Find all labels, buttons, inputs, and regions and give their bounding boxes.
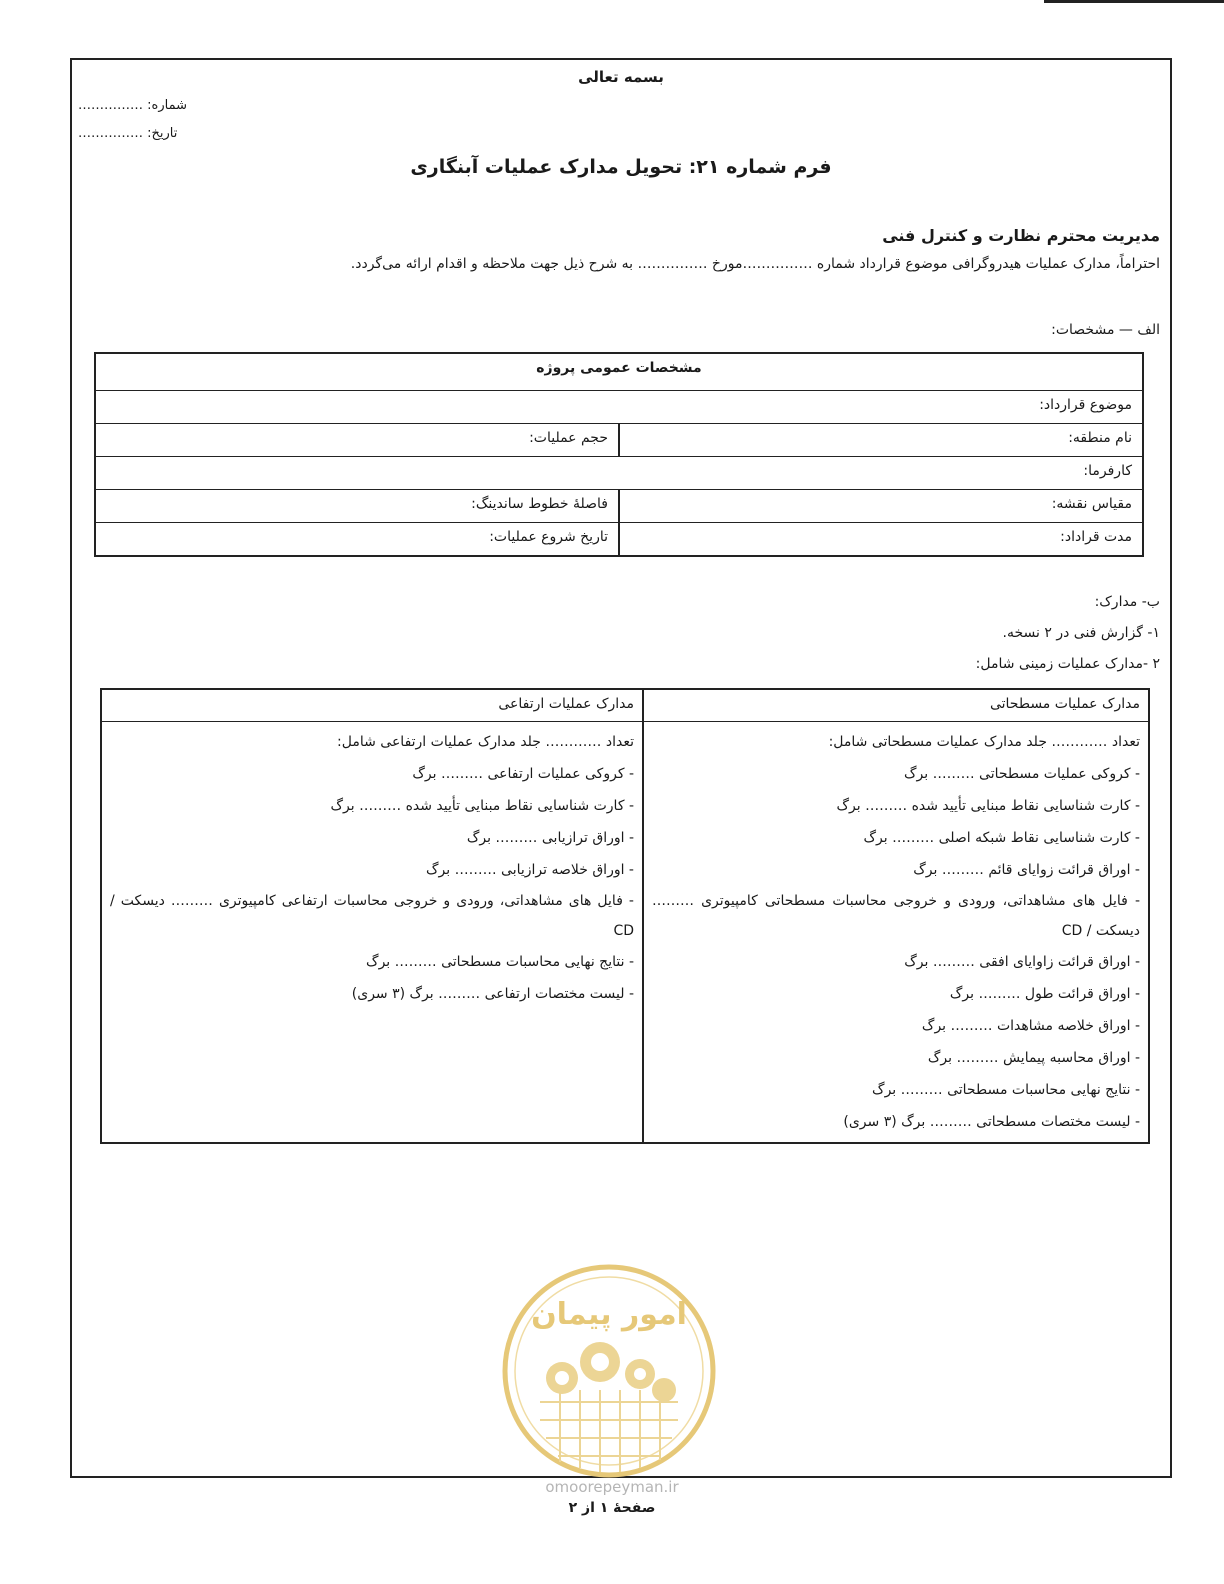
list-item: - کروکی عملیات مسطحاتی ……… برگ [903, 766, 1140, 782]
list-item: تعداد ………… جلد مدارک عملیات ارتفاعی شامل: [337, 734, 634, 750]
form-title: فرم شماره ۲۱: تحویل مدارک عملیات آبنگاری [410, 156, 832, 178]
list-item: - فایل های مشاهداتی، ورودی و خروجی محاسبات ارتفاعی کامپیوتری ……… دیسکت / CD [110, 893, 634, 939]
horizontal-docs-list [642, 722, 1148, 1142]
project-specs-table [94, 352, 1144, 557]
vertical-docs-list [102, 722, 642, 1142]
basmala: بسمه تعالی [578, 68, 664, 86]
list-item: - لیست مختصات ارتفاعی ……… برگ (۳ سری) [351, 986, 634, 1002]
list-item: - اوراق ترازیابی ……… برگ [466, 830, 634, 846]
watermark-grid [540, 1390, 678, 1472]
number-field[interactable]: …………… [78, 98, 143, 113]
documents-body-row [102, 722, 1148, 1142]
list-item: - نتایج نهایی محاسبات مسطحاتی ……… برگ [366, 954, 634, 970]
documents-table [100, 688, 1150, 1144]
contract-subject-row [96, 390, 1142, 423]
watermark-logo [500, 1262, 718, 1480]
number-line [78, 98, 278, 113]
employer-row [96, 456, 1142, 489]
documents-header-row [102, 690, 1148, 722]
start-date-field[interactable]: تاریخ شروع عملیات: [96, 523, 620, 555]
page-number: صفحهٔ ۱ از ۲ [568, 1500, 656, 1516]
list-item: - اوراق خلاصه مشاهدات ……… برگ [921, 1018, 1140, 1034]
list-item: - اوراق قرائت زوایای قائم ……… برگ [913, 862, 1140, 878]
site-url[interactable]: omoorepeyman.ir [545, 1478, 679, 1496]
list-item: - اوراق قرائت طول ……… برگ [949, 986, 1140, 1002]
list-item: تعداد ………… جلد مدارک عملیات مسطحاتی شامل: [828, 734, 1140, 750]
list-item: - کارت شناسایی نقاط مبنایی تأیید شده ……… برگ [836, 798, 1140, 814]
vertical-docs-header: مدارک عملیات ارتفاعی [498, 696, 634, 712]
list-item: - کارت شناسایی نقاط شبکه اصلی ……… برگ [863, 830, 1140, 846]
list-item: - نتایج نهایی محاسبات مسطحاتی ……… برگ [872, 1082, 1140, 1098]
list-item: - اوراق خلاصه ترازیابی ……… برگ [425, 862, 634, 878]
region-name-field[interactable]: نام منطقه: [1068, 430, 1132, 446]
number-label: شماره: [147, 98, 187, 113]
addressee: مدیریت محترم نظارت و کنترل فنی [882, 226, 1160, 245]
list-item: - کارت شناسایی نقاط مبنایی تأیید شده ……… برگ [330, 798, 634, 814]
item-technical-report: ۱- گزارش فنی در ۲ نسخه. [1002, 625, 1160, 641]
operation-volume-field[interactable]: حجم عملیات: [96, 424, 620, 456]
list-item: - کروکی عملیات ارتفاعی ……… برگ [412, 766, 634, 782]
employer-field[interactable]: کارفرما: [1083, 463, 1132, 479]
project-table-title: مشخصات عمومی پروژه [536, 360, 702, 376]
contract-duration-field[interactable]: مدت قراداد: [1060, 529, 1132, 545]
top-rule [1044, 0, 1224, 3]
list-item: - لیست مختصات مسطحاتی ……… برگ (۳ سری) [843, 1114, 1140, 1130]
list-item: - اوراق محاسبه پیمایش ……… برگ [927, 1050, 1140, 1066]
watermark-text: امور پیمان [531, 1297, 687, 1332]
contract-subject-field[interactable]: موضوع قرارداد: [1039, 397, 1132, 413]
section-b-label: ب- مدارک: [1094, 594, 1160, 610]
intro-text: احتراماً، مدارک عملیات هیدروگرافی موضوع قرارداد شماره ……………مورخ …………… به شرح ذیل جهت ملاحظه و اقدام ارائه می‌گردد. [350, 256, 1160, 272]
section-a-label: الف — مشخصات: [1051, 322, 1160, 338]
date-label: تاریخ: [147, 126, 178, 141]
sounding-spacing-field[interactable]: فاصلهٔ خطوط ساندینگ: [96, 490, 620, 522]
duration-row [96, 522, 1142, 555]
list-item: - اوراق قرائت زاوایای افقی ……… برگ [904, 954, 1140, 970]
item-ground-docs: ۲ -مدارک عملیات زمینی شامل: [975, 656, 1160, 672]
list-item: - فایل های مشاهداتی، ورودی و خروجی محاسبات مسطحاتی کامپیوتری ……… دیسکت / CD [652, 893, 1140, 939]
scale-row [96, 489, 1142, 522]
date-line [78, 126, 278, 141]
date-field[interactable]: …………… [78, 126, 143, 141]
region-row [96, 423, 1142, 456]
map-scale-field[interactable]: مقیاس نقشه: [1051, 496, 1132, 512]
horizontal-docs-header: مدارک عملیات مسطحاتی [642, 690, 1148, 721]
project-table-title-row [96, 354, 1142, 390]
